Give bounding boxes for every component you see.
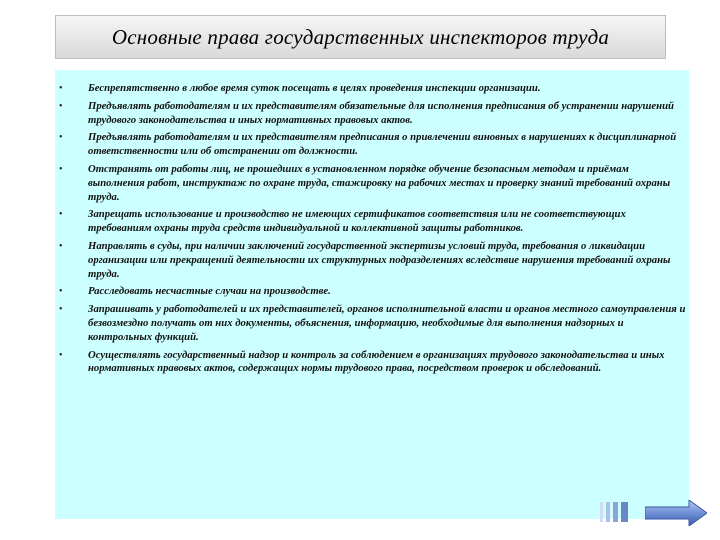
list-item [55, 100, 695, 128]
bullet-icon: • [59, 163, 63, 175]
list-item [55, 303, 695, 344]
list-item-text: Предъявлять работодателям и их представителям предписания о привлечении виновных в нарушениях к дисциплинарной ответственности или об отстранении от должности. [88, 131, 677, 158]
list-item [55, 349, 695, 377]
list-item [55, 285, 695, 299]
title-bar [55, 15, 666, 59]
bullet-icon: • [59, 349, 63, 361]
bullet-icon: • [59, 304, 63, 316]
bullet-icon: • [59, 240, 63, 252]
list-item [55, 131, 695, 159]
list-item-text: Предъявлять работодателям и их представителям обязательные для исполнения предписания об устранении нарушений трудового законодательства и иных нормативных правовых актов. [88, 99, 674, 126]
list-item-text: Запрещать использование и производство не имеющих сертификатов соответствия или не соответствующих требованиям охраны труда средств индивидуальной и коллективной защиты работников. [88, 208, 626, 235]
list-item-text: Осуществлять государственный надзор и контроль за соблюдением в организациях трудового законодательства и иных нормативных правовых актов, содержащих нормы трудового права, посредством проверок и обследований. [88, 348, 665, 375]
list-item [55, 208, 695, 236]
bullet-icon: • [59, 100, 63, 112]
bullet-icon: • [59, 286, 63, 298]
list-item-text: Запрашивать у работодателей и их представителей, органов исполнительной власти и органов местного самоуправления и безвозмездно получать от них документы, объяснения, информацию, необходимые для выполнения надзорных и контрольных функций. [88, 303, 686, 343]
bullet-icon: • [59, 83, 63, 94]
list-item-text: Беспрепятственно в любое время суток посещать в целях проведения инспекции организации. [88, 82, 541, 94]
right-arrow-icon[interactable] [645, 500, 707, 526]
list-item-text: Отстранять от работы лиц, не прошедших в установленном порядке обучение безопасным методам и приёмам выполнения работ, инструктаж по охране труда, стажировку на рабочих местах и проверку знаний требований охраны труда. [88, 162, 671, 203]
bullet-icon: • [59, 132, 63, 144]
list-item-text: Направлять в суды, при наличии заключений государственной экспертизы условий труда, требования о ликвидации организации или прекращений деятельности их структурных подразделениях вследствие нарушения требований охраны труда. [88, 239, 671, 280]
slide-title: Основные права государственных инспекторов труда [111, 24, 610, 49]
list-item [55, 240, 695, 281]
decorative-bars-icon [600, 502, 636, 522]
list-item [55, 163, 695, 204]
bullet-icon: • [59, 209, 63, 221]
list-item-text: Расследовать несчастные случаи на производстве. [88, 285, 331, 298]
list-item [55, 82, 695, 96]
rights-list [55, 82, 695, 380]
